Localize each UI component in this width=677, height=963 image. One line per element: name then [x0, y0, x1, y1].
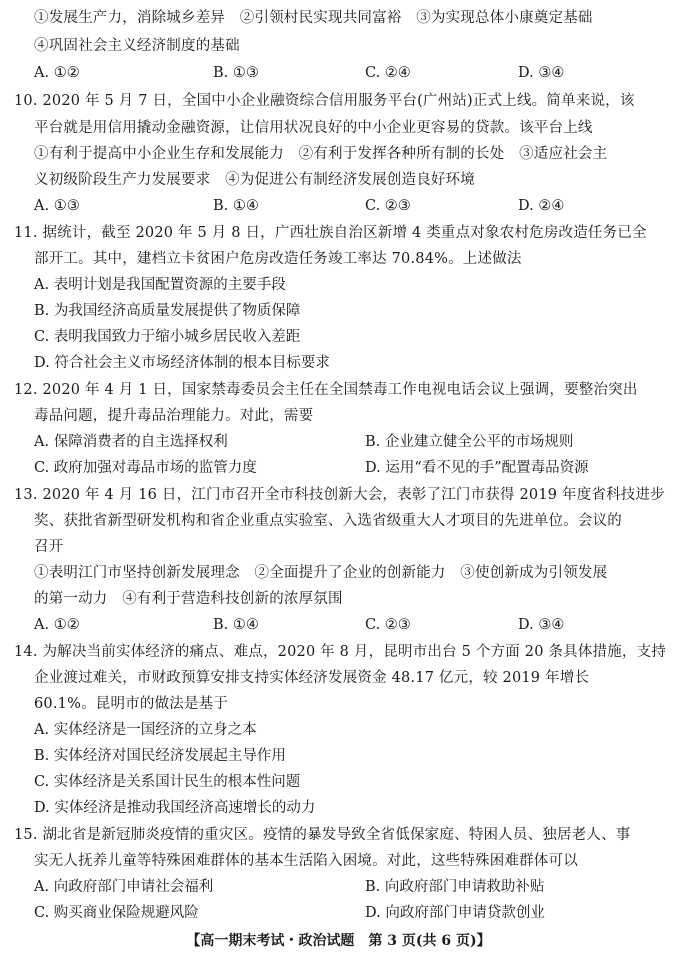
- q12-option-c: C. 政府加强对毒品市场的监管力度: [34, 460, 257, 476]
- q11-option-c: C. 表明我国致力于缩小城乡居民收入差距: [34, 329, 301, 345]
- q12-option-d: D. 运用“看不见的手”配置毒品资源: [365, 460, 589, 476]
- q11-option-d: D. 符合社会主义市场经济体制的根本目标要求: [34, 355, 330, 371]
- q13-stem-line3: 召开: [34, 539, 64, 555]
- q9-option-c: C. ②④: [365, 65, 411, 81]
- q14-option-d: D. 实体经济是推动我国经济高速增长的动力: [34, 800, 316, 816]
- q13-statements-line1: ①表明江门市坚持创新发展理念 ②全面提升了企业的创新能力 ③使创新成为引领发展: [34, 565, 608, 581]
- q15-stem-line2: 实无人抚养儿童等特殊困难群体的基本生活陷入困境。对此，这些特殊困难群体可以: [34, 853, 578, 869]
- q13-option-c: C. ②③: [365, 617, 411, 633]
- q10-option-c: C. ②③: [365, 198, 411, 214]
- q10-statements-line1: ①有利于提高中小企业生存和发展能力 ②有利于发挥各种所有制的长处 ③适应社会主: [34, 146, 608, 162]
- q11-stem-line1: 11. 据统计，截至 2020 年 5 月 8 日，广西壮族自治区新增 4 类重点对象农村危房改造任务已全: [14, 225, 647, 241]
- q14-stem-line3: 60.1%。昆明市的做法是基于: [34, 696, 229, 712]
- q10-stem-line1: 10. 2020 年 5 月 7 日，全国中小企业融资综合信用服务平台(广州站)正式上线。简单来说，该: [14, 93, 635, 109]
- page-footer: 【高一期末考试・政治试题 第 3 页(共 6 页)】: [186, 933, 491, 949]
- q13-stem-line2: 奖、获批省新型研发机构和省企业重点实验室、入选省级重大人才项目的先进单位。会议的: [34, 513, 622, 529]
- q9-statements-line1: ①发展生产力，消除城乡差异 ②引领村民实现共同富裕 ③为实现总体小康奠定基础: [34, 10, 593, 26]
- q12-stem-line1: 12. 2020 年 4 月 1 日，国家禁毒委员会主任在全国禁毒工作电视电话会议上强调，要整治突出: [14, 382, 638, 398]
- q15-option-d: D. 向政府部门申请贷款创业: [365, 905, 545, 921]
- q12-option-b: B. 企业建立健全公平的市场规则: [365, 434, 574, 450]
- q9-option-d: D. ③④: [518, 65, 565, 81]
- q13-option-a: A. ①②: [34, 617, 80, 633]
- q10-option-a: A. ①③: [34, 198, 80, 214]
- q15-option-b: B. 向政府部门申请救助补贴: [365, 879, 545, 895]
- q15-stem-line1: 15. 湖北省是新冠肺炎疫情的重灾区。疫情的暴发导致全省低保家庭、特困人员、独居老人、事: [14, 827, 631, 843]
- q9-option-a: A. ①②: [34, 65, 80, 81]
- q13-option-d: D. ③④: [518, 617, 565, 633]
- q11-stem-line2: 部开工。其中，建档立卡贫困户危房改造任务竣工率达 70.84%。上述做法: [34, 251, 522, 267]
- q10-option-d: D. ②④: [518, 198, 565, 214]
- q14-stem-line1: 14. 为解决当前实体经济的痛点、难点，2020 年 8 月，昆明市出台 5 个方面 20 条具体措施，支持: [14, 644, 667, 660]
- q14-option-b: B. 实体经济对国民经济发展起主导作用: [34, 748, 286, 764]
- q12-option-a: A. 保障消费者的自主选择权利: [34, 434, 228, 450]
- q14-option-c: C. 实体经济是关系国计民生的根本性问题: [34, 774, 301, 790]
- q14-stem-line2: 企业渡过难关，市财政预算安排支持实体经济发展资金 48.17 亿元，较 2019 年增长: [34, 670, 590, 686]
- q10-stem-line2: 平台就是用信用撬动金融资源，让信用状况良好的中小企业更容易的贷款。该平台上线: [34, 120, 593, 136]
- q13-option-b: B. ①④: [213, 617, 259, 633]
- q15-option-a: A. 向政府部门申请社会福利: [34, 879, 214, 895]
- q9-statements-line2: ④巩固社会主义经济制度的基础: [34, 38, 240, 54]
- q11-option-a: A. 表明计划是我国配置资源的主要手段: [34, 277, 286, 293]
- q9-option-b: B. ①③: [213, 65, 259, 81]
- q13-statements-line2: 的第一动力 ④有利于营造科技创新的浓厚氛围: [34, 591, 343, 607]
- q12-stem-line2: 毒品问题，提升毒品治理能力。对此，需要: [34, 408, 314, 424]
- q13-stem-line1: 13. 2020 年 4 月 16 日，江门市召开全市科技创新大会，表彰了江门市获得 2019 年度省科技进步: [14, 487, 665, 503]
- q15-option-c: C. 购买商业保险规避风险: [34, 905, 199, 921]
- q14-option-a: A. 实体经济是一国经济的立身之本: [34, 722, 257, 738]
- q11-option-b: B. 为我国经济高质量发展提供了物质保障: [34, 303, 301, 319]
- q10-statements-line2: 义初级阶段生产力发展要求 ④为促进公有制经济发展创造良好环境: [34, 172, 475, 188]
- q10-option-b: B. ①④: [213, 198, 259, 214]
